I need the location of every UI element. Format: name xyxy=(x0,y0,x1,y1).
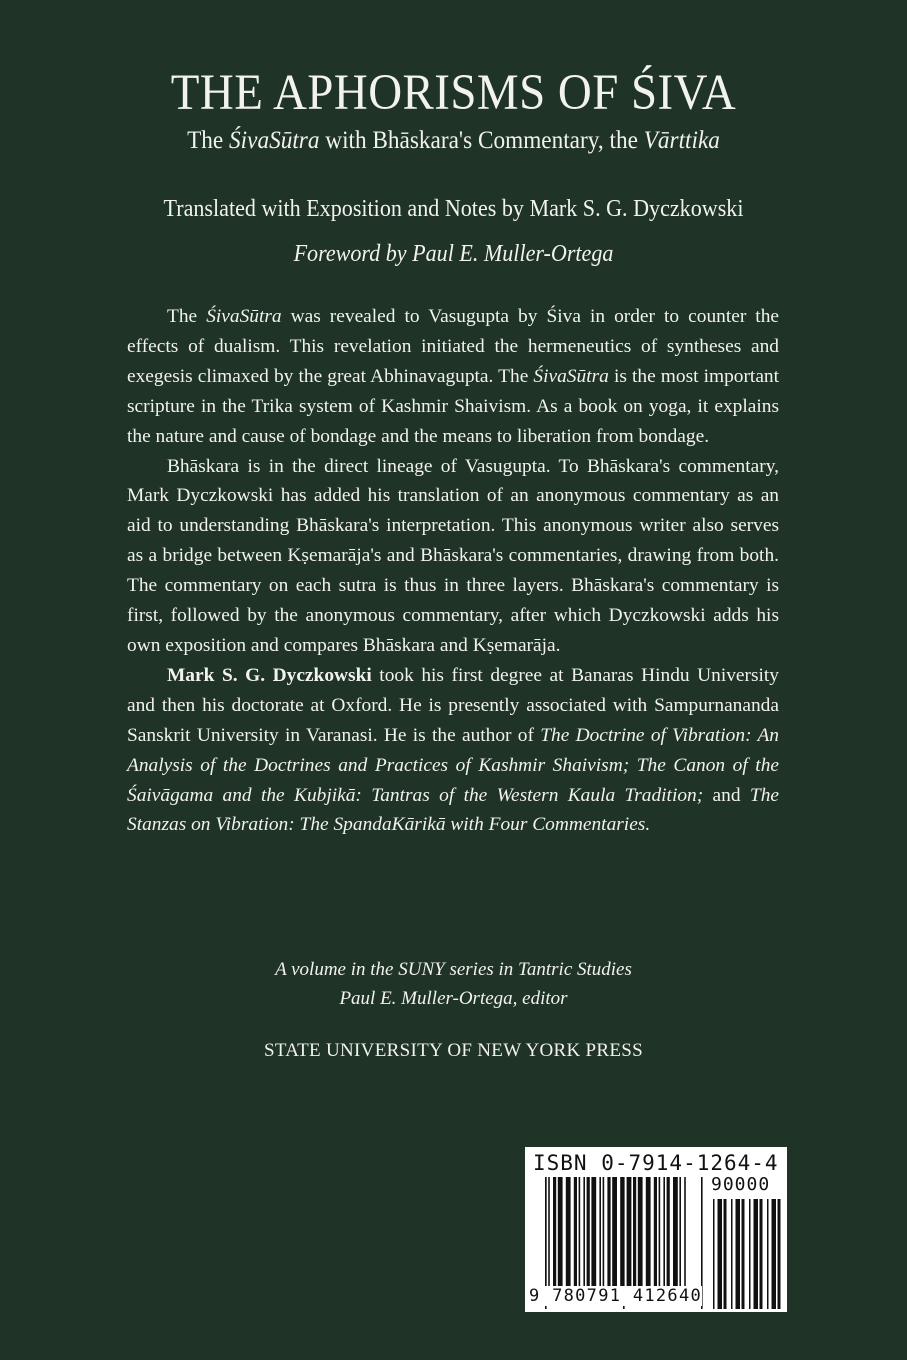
series-note xyxy=(0,955,907,1013)
subtitle-varttika: Vārttika xyxy=(643,127,720,154)
addon-bar xyxy=(713,1199,715,1309)
subtitle-pre: The xyxy=(187,127,230,154)
addon-bar xyxy=(749,1199,751,1309)
translator-credit: Translated with Exposition and Notes by Mark S. G. Dyczkowski xyxy=(163,196,744,222)
addon-bar xyxy=(772,1199,777,1309)
subtitle-mid: with Bhāskara's Commentary, the xyxy=(319,127,644,154)
addon-bar xyxy=(742,1199,745,1309)
isbn-barcode xyxy=(525,1147,787,1312)
book-subtitle xyxy=(32,127,876,155)
book-title: THE APHORISMS OF ŚIVA xyxy=(170,65,737,121)
publisher: STATE UNIVERSITY OF NEW YORK PRESS xyxy=(263,1040,644,1061)
p1-b: ŚivaSūtra xyxy=(206,306,282,327)
blurb-paragraph-2: Bhāskara is in the direct lineage of Vasugupta. To Bhāskara's commentary, Mark Dyczkowski has added his translation of an anonymous commentary as an aid to understanding Bhāskara's interpretation. This anonymous writer also serves as a bridge between Kṣemarāja's and Bhāskara's commentaries, drawing from both. The commentary on each sutra is thus in three layers. Bhāskara's commentary is first, followed by the anonymous commentary, after which Dyczkowski adds his own exposition and compares Bhāskara and Kṣemarāja. xyxy=(127,455,779,656)
blurb-paragraph-1 xyxy=(127,302,779,452)
addon-bar xyxy=(754,1199,759,1309)
p3-c: and xyxy=(703,784,750,806)
series-line-2: Paul E. Muller-Ortega, editor xyxy=(339,988,568,1009)
subtitle-work: ŚivaSūtra xyxy=(229,127,320,154)
price-code: 90000 xyxy=(711,1174,771,1195)
blurb xyxy=(127,302,779,840)
isbn-number: ISBN 0-7914-1264-4 xyxy=(533,1151,779,1175)
p3-d: The Stanzas on Vibration: The SpandaKārikā with Four Commentaries. xyxy=(127,784,779,836)
foreword-credit: Foreword by Paul E. Muller-Ortega xyxy=(293,241,614,267)
addon-bar xyxy=(724,1199,727,1309)
p3-b: The Doctrine of Vibration: An Analysis of the Doctrines and Practices of Kashmir Shaivism; The Canon of the Śaivāgama and the Kubjikā: Tantras of the Western Kaula Tradition; xyxy=(127,724,780,806)
p1-d: ŚivaSūtra xyxy=(533,365,609,387)
p1-e: is the most important scripture in the Trika system of Kashmir Shaivism. As a book on yoga, it explains the nature and cause of bondage and the means to liberation from bondage. xyxy=(127,365,780,447)
addon-bar xyxy=(760,1199,763,1309)
ean-number: 9 780791 412640 xyxy=(529,1286,703,1306)
addon-bar xyxy=(736,1199,741,1309)
addon-bar xyxy=(767,1199,769,1309)
p1-c: was revealed to Vasugupta by Śiva in order to counter the effects of dualism. This revelation initiated the hermeneutics of syntheses and exegesis climaxed by the great Abhinavagupta. The xyxy=(127,306,779,387)
addon-bar xyxy=(731,1199,733,1309)
addon-bar xyxy=(778,1199,781,1309)
addon-bar xyxy=(718,1199,723,1309)
author-name: Mark S. G. Dyczkowski xyxy=(167,664,372,686)
p3-a: took his first degree at Banaras Hindu University and then his doctorate at Oxford. He is presently associated with Sampurnananda Sanskrit University in Varanasi. He is the author of xyxy=(127,664,780,746)
blurb-paragraph-3 xyxy=(127,661,779,840)
p1-a: The xyxy=(167,306,207,327)
series-line-1: A volume in the SUNY series in Tantric Studies xyxy=(275,959,632,980)
